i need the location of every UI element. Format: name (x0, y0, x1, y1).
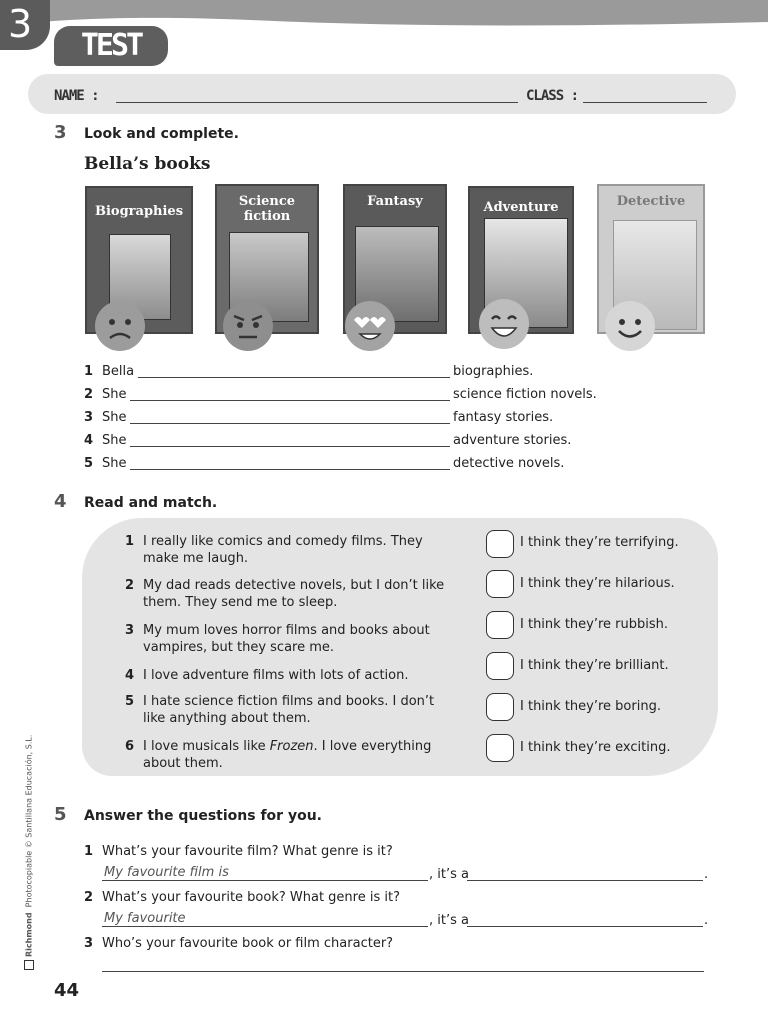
question-1-end: . (704, 867, 709, 882)
question-1-text: What’s your favourite film? What genre is it? (102, 844, 393, 859)
name-field[interactable] (116, 102, 518, 103)
answer-box-3[interactable] (486, 611, 514, 639)
section-3-title: Look and complete. (84, 126, 239, 142)
item-3-number: 3 (84, 410, 94, 425)
answer-box-2[interactable] (486, 570, 514, 598)
sentence-2-line1: My dad reads detective novels, but I don’t like (143, 578, 445, 593)
question-3-number: 3 (84, 936, 94, 951)
publisher-name: Richmond (24, 912, 34, 957)
copyright-notice: Photocopiable © Santillana Educación, S.L. (24, 734, 34, 908)
answer-box-1[interactable] (486, 530, 514, 558)
section-4-number: 4 (54, 491, 67, 512)
item-1-start: Bella (102, 364, 135, 379)
sentence-5-number: 5 (125, 694, 135, 709)
item-1-end: biographies. (453, 364, 534, 379)
sentence-6-line2: about them. (143, 756, 223, 771)
answer-2: I think they’re hilarious. (520, 576, 675, 591)
publisher-logo-icon (24, 960, 34, 970)
name-class-bar (28, 74, 736, 114)
sentence-5-line2: like anything about them. (143, 711, 311, 726)
sentence-3-line2: vampires, but they scare me. (143, 640, 335, 655)
item-2-end: science fiction novels. (453, 387, 597, 402)
answer-4: I think they’re brilliant. (520, 658, 669, 673)
item-5-start: She (102, 456, 127, 471)
item-1-answer-line[interactable] (138, 377, 450, 378)
item-5-answer-line[interactable] (130, 469, 450, 470)
sentence-6-number: 6 (125, 739, 135, 754)
section-3-number: 3 (54, 122, 67, 143)
answer-box-4[interactable] (486, 652, 514, 680)
sentence-1-line1: I really like comics and comedy films. They (143, 534, 423, 549)
happy-face-icon (604, 300, 656, 352)
question-3-answer-line[interactable] (102, 971, 704, 972)
item-4-end: adventure stories. (453, 433, 572, 448)
question-1-genre-line[interactable] (467, 880, 703, 881)
item-1-number: 1 (84, 364, 94, 379)
question-2-number: 2 (84, 890, 94, 905)
book-label: Detective (616, 194, 686, 209)
sentence-3-number: 3 (125, 623, 135, 638)
answer-3: I think they’re rubbish. (520, 617, 669, 632)
sentence-2-number: 2 (125, 578, 135, 593)
class-field[interactable] (583, 102, 707, 103)
sentence-5-line1: I hate science fiction films and books. I don’t (143, 694, 435, 709)
sentence-4-number: 4 (125, 668, 135, 683)
question-2-genre-line[interactable] (467, 926, 703, 927)
question-2-end: . (704, 913, 709, 928)
sentence-3-line1: My mum loves horror films and books about (143, 623, 430, 638)
sentence-4-line1: I love adventure films with lots of action. (143, 668, 409, 683)
class-label: CLASS : (526, 88, 579, 104)
section-5-title: Answer the questions for you. (84, 808, 322, 824)
book-label: Biographies (94, 204, 184, 219)
item-4-answer-line[interactable] (130, 446, 450, 447)
sentence-6-post: . I love everything (313, 739, 432, 754)
books-title: Bella’s books (84, 154, 211, 174)
section-5-number: 5 (54, 804, 67, 825)
item-3-answer-line[interactable] (130, 423, 450, 424)
angry-face-icon (222, 300, 274, 352)
sad-face-icon (94, 300, 146, 352)
page-number: 44 (54, 980, 80, 1001)
sentence-6-line1 (143, 739, 431, 754)
question-2-mid: , it’s a (429, 913, 469, 928)
section-4-title: Read and match. (84, 495, 218, 511)
sentence-1-number: 1 (125, 534, 135, 549)
answer-box-5[interactable] (486, 693, 514, 721)
question-2-text: What’s your favourite book? What genre is it? (102, 890, 400, 905)
sentence-6-pre: I love musicals like (143, 739, 270, 754)
question-1-film-line[interactable] (102, 880, 428, 881)
answer-box-6[interactable] (486, 734, 514, 762)
book-label: Fantasy (367, 194, 423, 209)
love-face-icon (344, 300, 396, 352)
book-label: Science fiction (238, 194, 296, 224)
item-3-end: fantasy stories. (453, 410, 554, 425)
question-1-number: 1 (84, 844, 94, 859)
question-1-mid: , it’s a (429, 867, 469, 882)
question-1-prompt: My favourite film is (104, 865, 229, 880)
test-label: TEST (80, 28, 142, 63)
sentence-1-line2: make me laugh. (143, 551, 249, 566)
question-2-prompt: My favourite (104, 911, 186, 926)
item-3-start: She (102, 410, 127, 425)
item-4-start: She (102, 433, 127, 448)
item-5-number: 5 (84, 456, 94, 471)
item-2-start: She (102, 387, 127, 402)
laughing-face-icon (478, 298, 530, 350)
copyright-sidebar (24, 734, 44, 970)
name-label: NAME : (54, 88, 99, 104)
item-2-answer-line[interactable] (130, 400, 450, 401)
answer-6: I think they’re exciting. (520, 740, 671, 755)
answer-1: I think they’re terrifying. (520, 535, 679, 550)
answer-5: I think they’re boring. (520, 699, 661, 714)
book-label: Adventure (483, 200, 559, 215)
item-4-number: 4 (84, 433, 94, 448)
item-2-number: 2 (84, 387, 94, 402)
sentence-6-film-title: Frozen (269, 739, 314, 754)
question-2-book-line[interactable] (102, 926, 428, 927)
unit-number: 3 (8, 2, 33, 46)
item-5-end: detective novels. (453, 456, 565, 471)
sentence-2-line2: them. They send me to sleep. (143, 595, 338, 610)
question-3-text: Who’s your favourite book or film character? (102, 936, 394, 951)
